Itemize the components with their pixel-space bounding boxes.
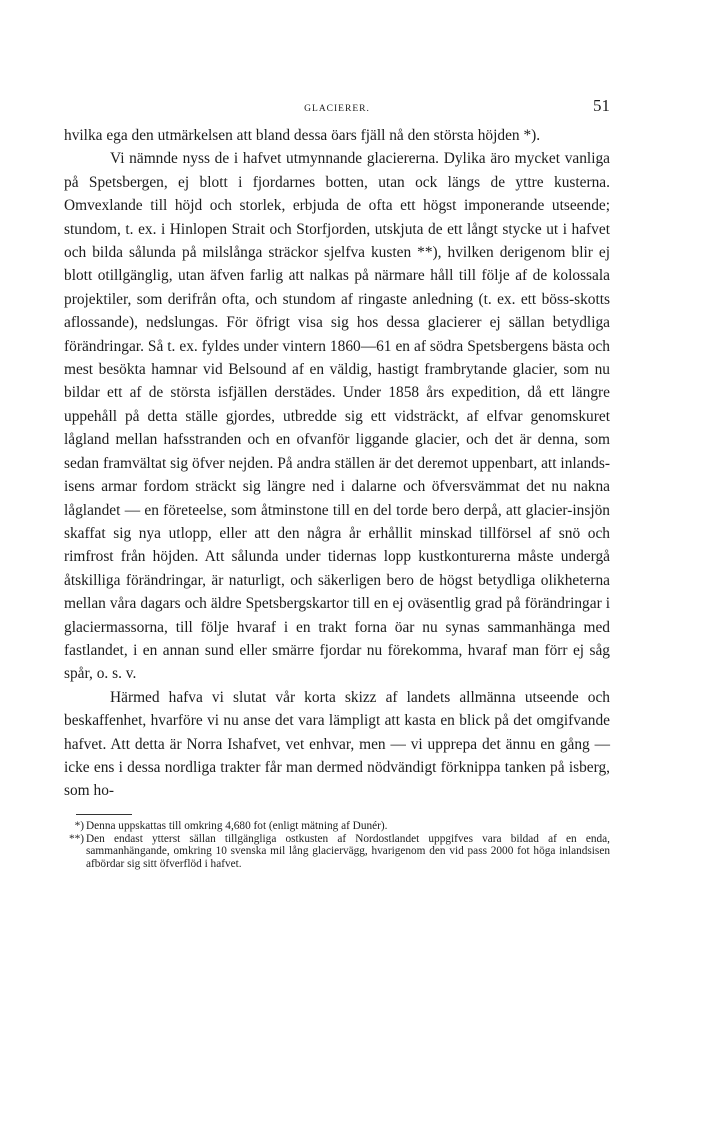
- footnote-divider: [76, 814, 132, 815]
- footnote-text: Den endast ytterst sällan tillgängliga ostkusten af Nordostlandet uppgifves vara bildad af en enda, sammanhängande, omkring 10 svenska mil lång glaciervägg, hvarigenom den vid pass 2000 fot höga inlandsisen afbördar sig sitt öfverflöd i hafvet.: [86, 832, 610, 871]
- footnotes: [64, 820, 610, 871]
- book-page: [64, 96, 610, 871]
- footnote-mark: *): [74, 819, 84, 832]
- footnote-1: [64, 820, 610, 833]
- footnote-text: Denna uppskattas till omkring 4,680 fot (enligt mätning af Dunér).: [86, 819, 388, 832]
- footnote-2: [64, 833, 610, 871]
- paragraph-sea: Härmed hafva vi slutat vår korta skizz af landets allmänna utseende och beskaffenhet, hvarföre vi nu anse det vara lämpligt att kasta en blick på det omgifvande hafvet. Att detta är Norra Ishafvet, vet enhvar, men — vi upprepa det ännu en gång — icke ens i dessa nordliga trakter får man dermed nödvändigt förknippa tanken på isberg, som ho-: [64, 688, 610, 800]
- paragraph-glaciers: Vi nämnde nyss de i hafvet utmynnande glaciererna. Dylika äro mycket vanliga på Spetsbergen, ej blott i fjordarnes botten, utan ock längs de yttre kusterna. Omvexlande till höjd och storlek, erbjuda de ofta ett högst imponerande utseende; stundom, t. ex. i Hinlopen Strait och Storfjorden, utskjuta de ett långt stycke ut i hafvet och bilda sålunda på milslånga sträckor sjelfva kusten **), hvilken derigenom blir ej blott otillgänglig, utan äfven farlig att nalkas på närmare håll till följe af de kolossala projektiler, som derifrån ofta, och stundom af ringaste anledning (t. ex. ett böss-skotts aflossande), nedslungas. För öfrigt visa sig hos dessa glacierer ej sällan betydliga förändringar. Så t. ex. fyldes under vintern 1860—61 en af södra Spetsbergens bästa och mest besökta hamnar vid Belsound af en väldig, hastigt frambrytande glacier, som nu bildar ett af de största isfjällen derstädes. Under 1858 års expedition, då ett längre uppehåll på detta ställe gjordes, utbredde sig ett vidsträckt, af elfvar genomskuret lågland mellan hafsstranden och en ofvanför liggande glacier, och det är denna, som sedan framvältat sig öfver nejden. På andra ställen är det deremot uppenbart, att inlands-isens armar fordom sträckt sig längre ned i dalarne och öfversvämmat det nu nakna låglandet — en företeelse, som åtminstone till en del torde bero derpå, att glacier-insjön skaffat sig nya utlopp, eller att den några år erhållit minskad tillförsel af snö och rimfrost från höjden. Att sålunda under tidernas lopp kustkonturerna måste undergå åtskilliga förändringar, är naturligt, och säkerligen bero de högst betydliga olikheterna mellan våra dagars och äldre Spetsbergskartor till en ej oväsentlig grad på förändringar i glaciermassorna, till följe hvaraf i en trakt forna öar nu synas sammanhänga med fastlandet, i en annan sund eller smärre fjordar nu förekomma, hvaraf man förr ej såg spår, o. s. v.: [64, 150, 610, 683]
- body-text: [64, 124, 610, 803]
- running-head: GLACIERER.: [304, 104, 370, 114]
- page-number: 51: [593, 96, 610, 115]
- paragraph-continuation: hvilka ega den utmärkelsen att bland dessa öars fjäll nå den största höjden *).: [64, 127, 541, 144]
- page-header: [64, 96, 610, 124]
- footnote-mark: **): [68, 832, 84, 845]
